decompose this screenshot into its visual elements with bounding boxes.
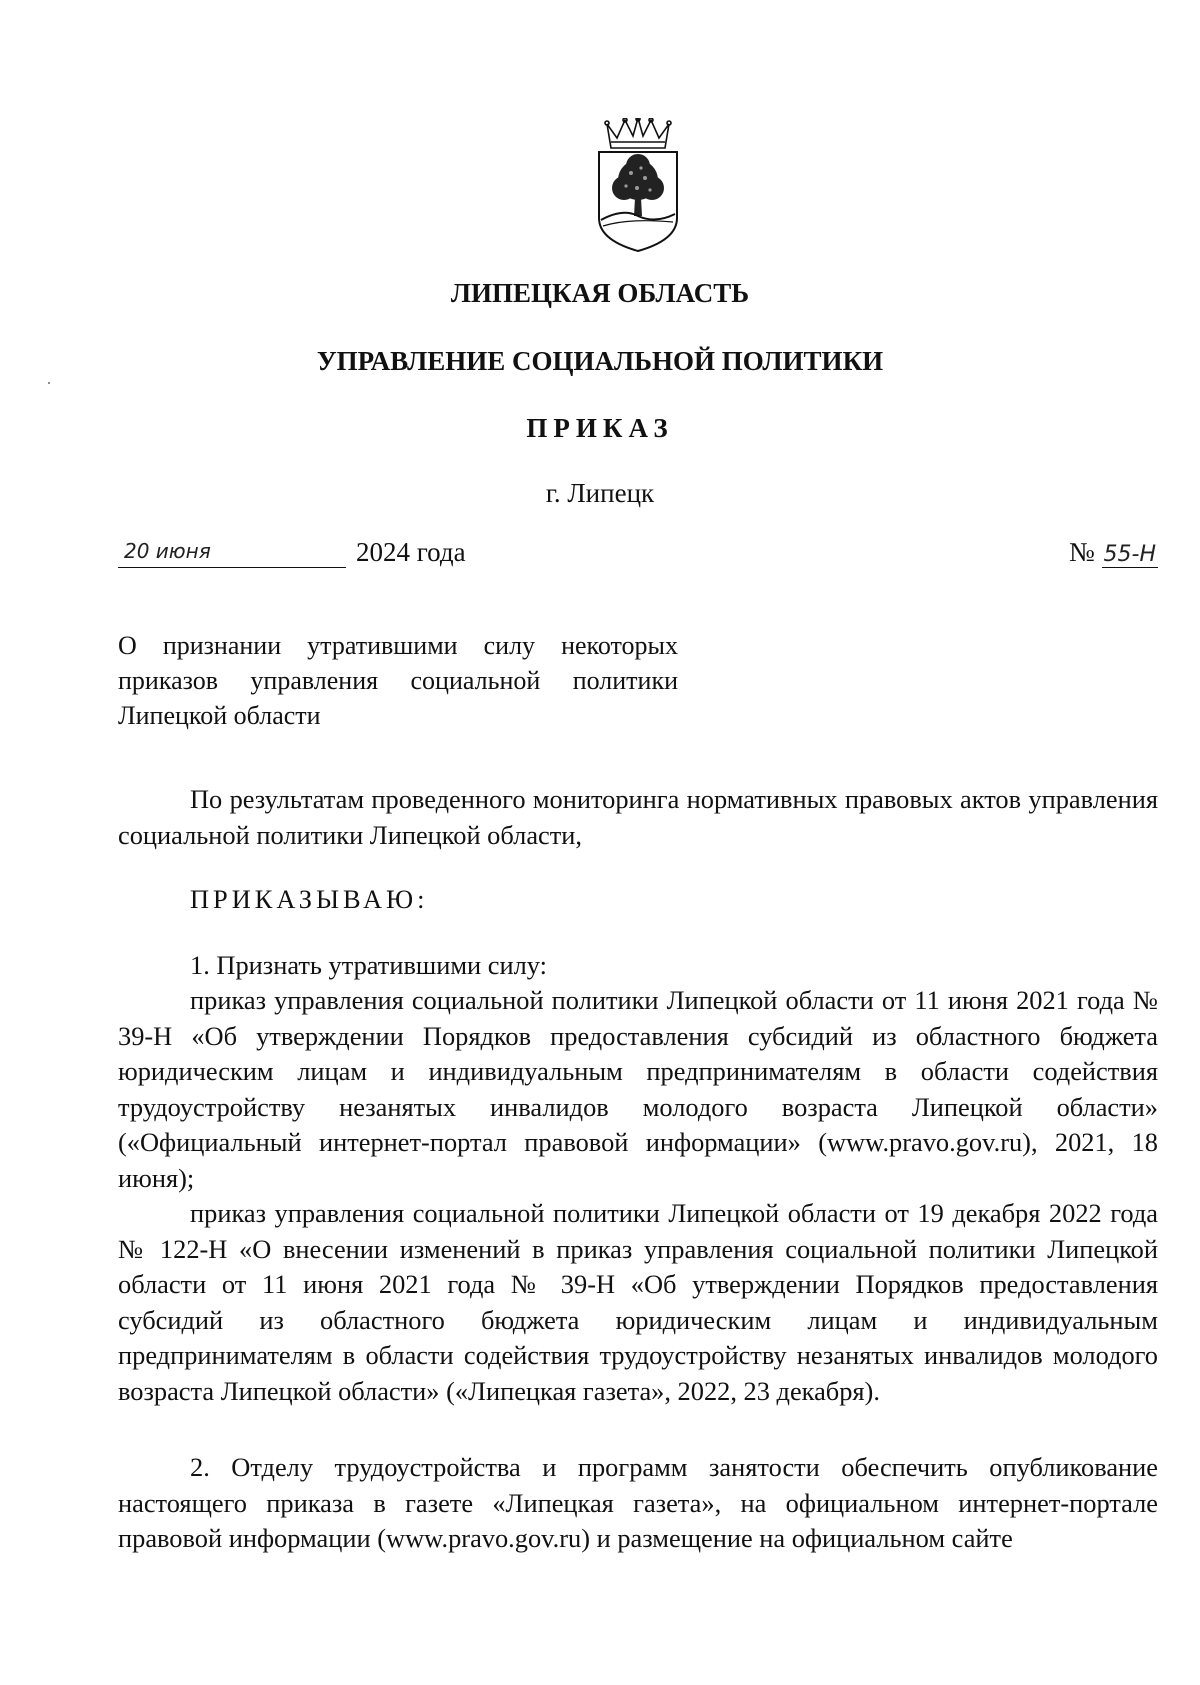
item-2-paragraph: 2. Отделу трудоустройства и программ занятости обеспечить опубликование настоящего приказа в газете «Липецкая газета», на официальном интернет-портале правовой информации (www.pravo.gov.ru) и размещение на официальном сайте (118, 1452, 1158, 1553)
item-1-order-b: приказ управления социальной политики Липецкой области от 19 декабря 2022 года № 122-Н «О внесении изменений в приказ управления социальной политики Липецкой области от 11 июня 2021 года № 39-Н «Об утверждении Порядков предоставления субсидий из областного бюджета юридическим лицам и индивидуальным предпринимателям в области содействия трудоустройству незанятых инвалидов молодого возраста Липецкой области» («Липецкая газета», 2022, 23 декабря). (118, 1198, 1158, 1406)
year-text: 2024 года (356, 537, 466, 567)
handwritten-number: 55-Н (1103, 542, 1156, 567)
number-sign: № (1069, 537, 1095, 567)
city-name: г. Липецк (545, 478, 655, 508)
item-1-title: 1. Признать утратившими силу: (190, 950, 547, 980)
coat-of-arms-emblem (593, 118, 683, 253)
item-1-list (118, 983, 1158, 1409)
department-title: УПРАВЛЕНИЕ СОЦИАЛЬНОЙ ПОЛИТИКИ (316, 346, 884, 376)
handwritten-date-field (118, 533, 346, 568)
region-title: ЛИПЕЦКАЯ ОБЛАСТЬ (450, 278, 750, 308)
date-number-row (118, 537, 1158, 577)
document-subject: О признании утратившими силу некоторых приказов управления социальной политики Липецкой области (118, 631, 678, 730)
order-word: ПРИКАЗЫВАЮ: (190, 884, 429, 914)
handwritten-date: 20 июня (124, 539, 211, 563)
scan-speck (48, 382, 50, 384)
item-1-order-a: приказ управления социальной политики Липецкой области от 11 июня 2021 года № 39-Н «Об утверждении Порядков предоставления субсидий из областного бюджета юридическим лицам и индивидуальным предпринимателям в области содействия трудоустройству незанятых инвалидов молодого возраста Липецкой области» («Официальный интернет-портал правовой информации» (www.pravo.gov.ru), 2021, 18 июня); (118, 985, 1158, 1193)
intro-paragraph: По результатам проведенного мониторинга нормативных правовых актов управления социальной политики Липецкой области, (118, 784, 1158, 850)
document-type: ПРИКАЗ (526, 413, 674, 443)
document-number (1069, 537, 1158, 568)
